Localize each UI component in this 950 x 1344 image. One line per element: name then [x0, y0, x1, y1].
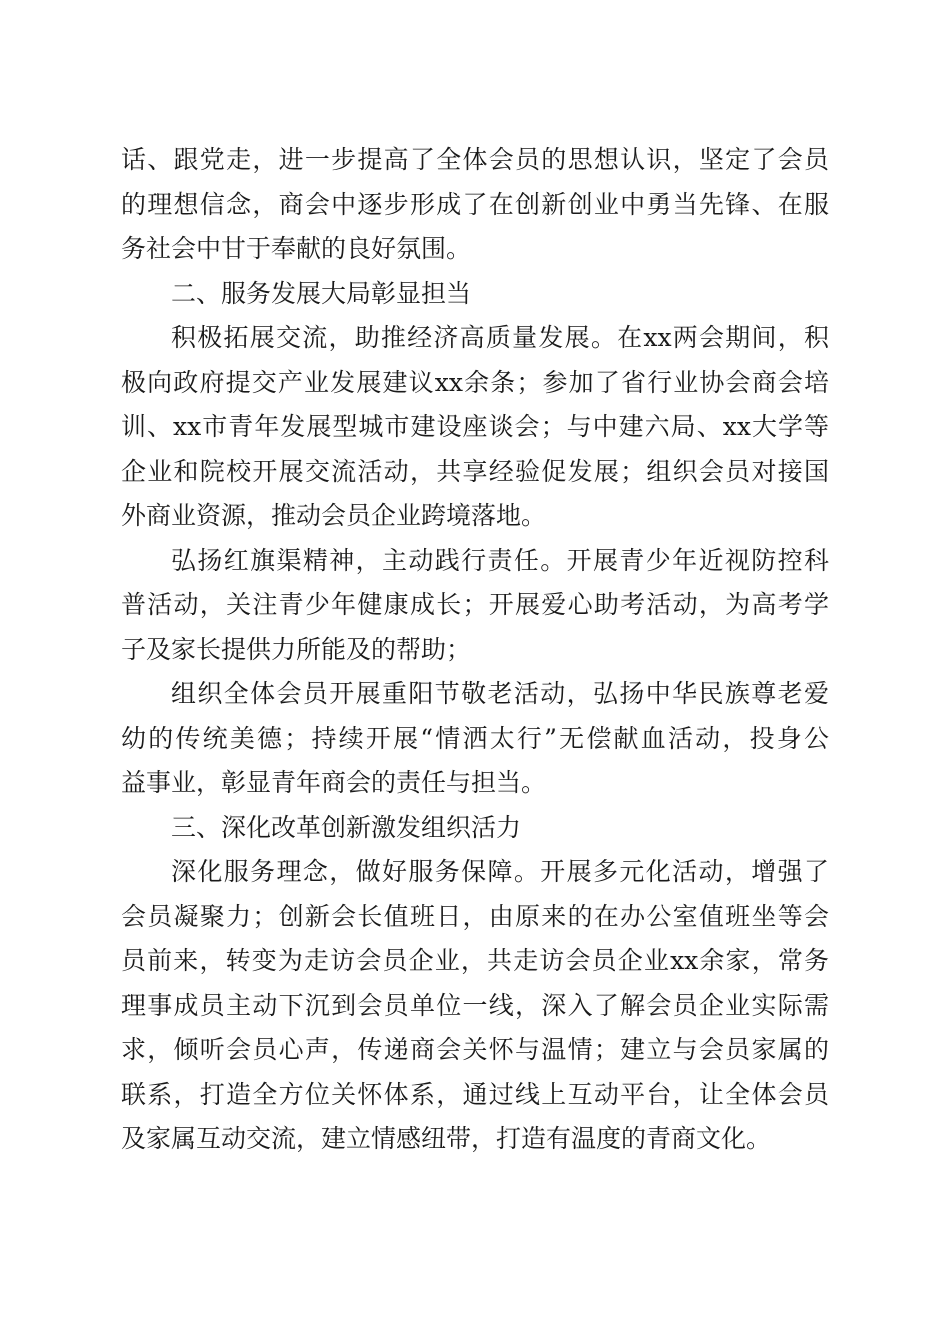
- body-line: 的理想信念，商会中逐步形成了在创新创业中勇当先锋、在服: [121, 189, 829, 219]
- body-line: 会员凝聚力；创新会长值班日，由原来的在办公室值班坐等会: [121, 901, 829, 931]
- body-line: 益事业，彰显青年商会的责任与担当。: [121, 768, 547, 797]
- body-line: 及家属互动交流，建立情感纽带，打造有温度的青商文化。: [121, 1124, 772, 1153]
- paragraph-first-line: 积极拓展交流，助推经济高质量发展。在xx两会期间，积: [171, 323, 829, 352]
- body-line: 幼的传统美德；持续开展“情洒太行”无偿献血活动，投身公: [121, 723, 829, 753]
- section-heading: 三、深化改革创新激发组织活力: [171, 812, 522, 842]
- body-line: 理事成员主动下沉到会员单位一线，深入了解会员企业实际需: [121, 990, 829, 1020]
- body-line: 企业和院校开展交流活动，共享经验促发展；组织会员对接国: [121, 456, 829, 486]
- paragraph-first-line: 深化服务理念，做好服务保障。开展多元化活动，增强了: [171, 857, 829, 886]
- body-line: 员前来，转变为走访会员企业，共走访会员企业xx余家，常务: [121, 946, 829, 975]
- body-line: 求，倾听会员心声，传递商会关怀与温情；建立与会员家属的: [121, 1035, 829, 1064]
- paragraph-first-line: 弘扬红旗渠精神，主动践行责任。开展青少年近视防控科: [171, 545, 829, 575]
- body-line: 训、xx市青年发展型城市建设座谈会；与中建六局、xx大学等: [121, 412, 829, 441]
- body-line: 联系，打造全方位关怀体系，通过线上互动平台，让全体会员: [121, 1079, 829, 1109]
- body-line: 普活动，关注青少年健康成长；开展爱心助考活动，为高考学: [121, 590, 829, 619]
- body-line: 极向政府提交产业发展建议xx余条；参加了省行业协会商会培: [121, 367, 829, 397]
- body-line: 子及家长提供力所能及的帮助；: [121, 634, 472, 664]
- body-line: 务社会中甘于奉献的良好氛围。: [121, 234, 472, 263]
- body-line: 外商业资源，推动会员企业跨境落地。: [121, 501, 547, 530]
- document-page: [121, 138, 829, 1162]
- paragraph-first-line: 组织全体会员开展重阳节敬老活动，弘扬中华民族尊老爱: [171, 679, 829, 708]
- body-line: 话、跟党走，进一步提高了全体会员的思想认识，坚定了会员: [121, 145, 829, 174]
- section-heading: 二、服务发展大局彰显担当: [171, 278, 472, 308]
